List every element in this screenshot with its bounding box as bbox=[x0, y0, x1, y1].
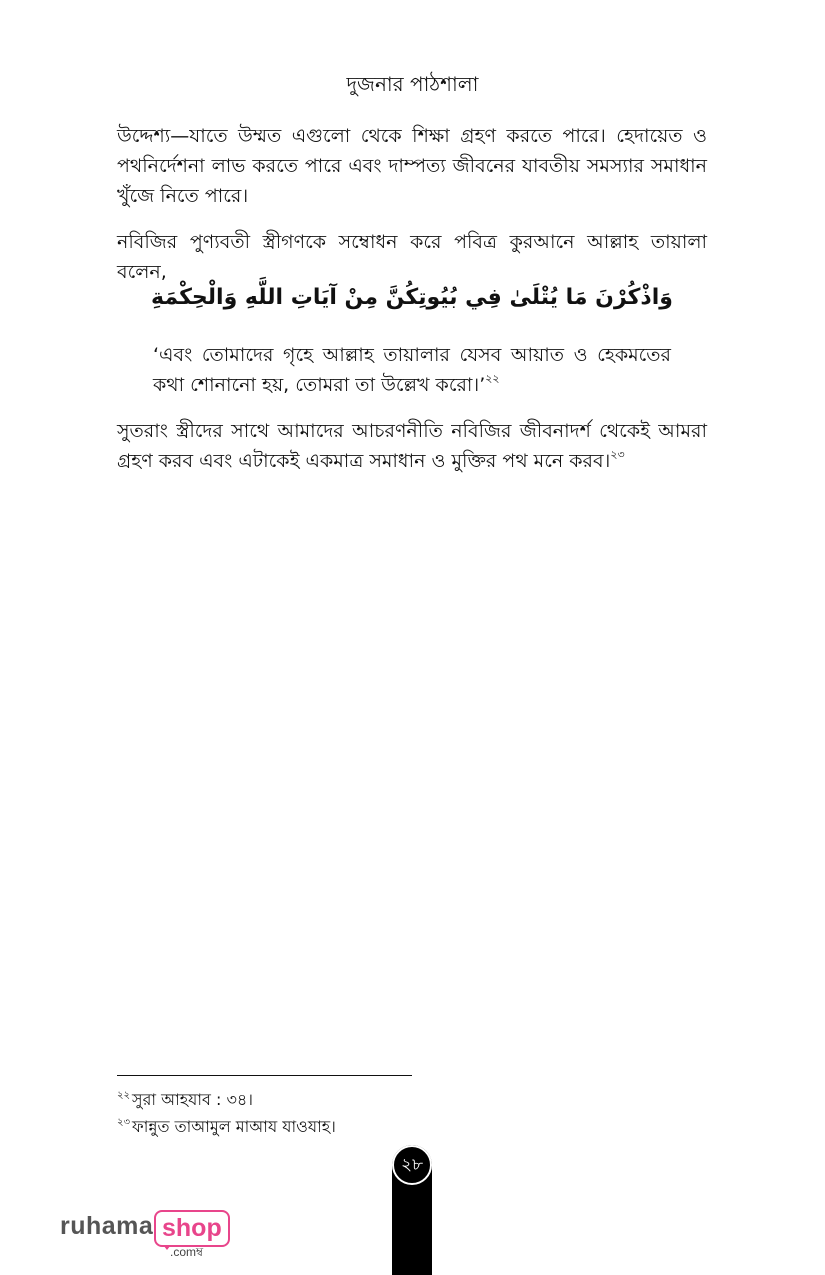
ruhama-shop-logo bbox=[60, 1210, 260, 1260]
logo-brand-right: shop bbox=[154, 1210, 230, 1247]
footnote-marker: ২৩ bbox=[117, 1117, 131, 1128]
verse-translation bbox=[153, 340, 671, 400]
paragraph-purpose: উদ্দেশ্য—যাতে উম্মত এগুলো থেকে শিক্ষা গ্রহণ করতে পারে। হেদায়েত ও পথনির্দেশনা লাভ করতে পারে এবং দাম্পত্য জীবনের যাবতীয় সমস্যার সমাধান খুঁজে নিতে পারে। bbox=[117, 125, 707, 207]
footnote-text: সুরা আহযাব : ৩৪। bbox=[132, 1090, 254, 1109]
running-header: দুজনার পাঠশালা bbox=[346, 72, 479, 96]
page-number: ২৮ bbox=[392, 1145, 432, 1185]
paragraph-conclusion-text: সুতরাং স্ত্রীদের সাথে আমাদের আচরণনীতি নবিজির জীবনাদর্শ থেকেই আমরা গ্রহণ করব এবং এটাকেই একমাত্র সমাধান ও মুক্তির পথ মনে করব। bbox=[117, 420, 707, 472]
footnote-ref-22[interactable]: ২২ bbox=[485, 372, 500, 385]
paragraph-conclusion bbox=[117, 416, 707, 476]
footnote-divider bbox=[117, 1075, 412, 1076]
footnote-text: ফান্নুত তাআমুল মাআয যাওযাহ। bbox=[132, 1117, 336, 1136]
footnotes bbox=[117, 1086, 617, 1140]
arabic-verse: وَاذْكُرْنَ مَا يُتْلَىٰ فِي بُيُوتِكُنَّ مِنْ آيَاتِ اللَّهِ وَالْحِكْمَةِ bbox=[151, 285, 673, 310]
logo-domain: .comম্ব bbox=[170, 1245, 204, 1259]
footnote-ref-23[interactable]: ২৩ bbox=[610, 448, 625, 461]
logo-brand-left: ruhama bbox=[60, 1212, 154, 1240]
verse-translation-text: ‘এবং তোমাদের গৃহে আল্লাহ তায়ালার যেসব আয়াত ও হেকমতের কথা শোনানো হয়, তোমরা তা উল্লেখ করো।’ bbox=[153, 344, 671, 396]
footnote-22 bbox=[117, 1086, 617, 1113]
footnote-marker: ২২ bbox=[117, 1090, 131, 1101]
footnote-23 bbox=[117, 1113, 617, 1140]
paragraph-address: নবিজির পুণ্যবতী স্ত্রীগণকে সম্বোধন করে পবিত্র কুরআনে আল্লাহ তায়ালা বলেন, bbox=[117, 231, 707, 283]
